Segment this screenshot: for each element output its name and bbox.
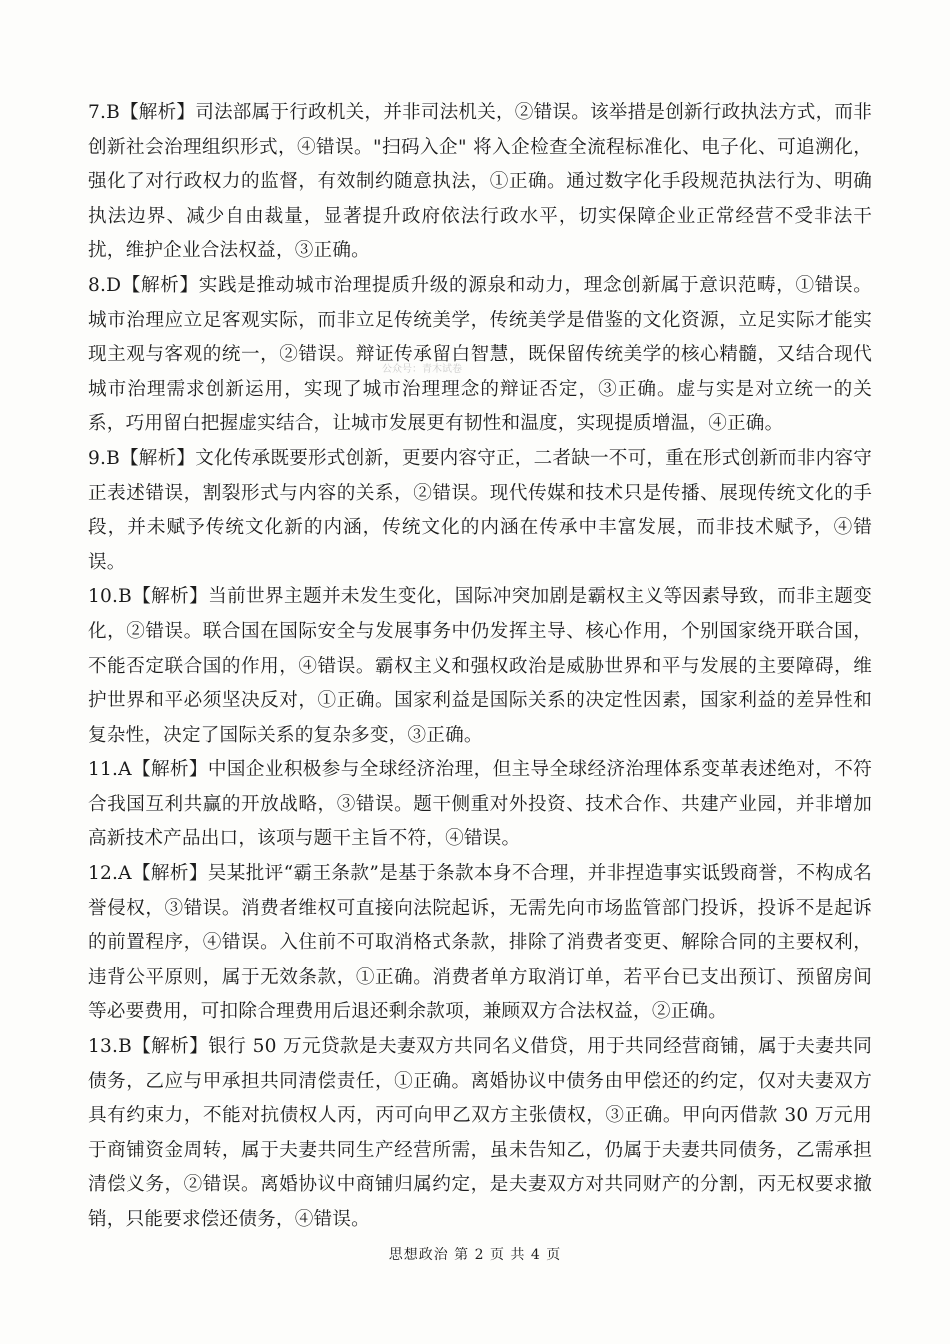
analysis-paragraph-7: 7.B【解析】司法部属于行政机关，并非司法机关，②错误。该举措是创新行政执法方式，而非创新社会治理组织形式，④错误。"扫码入企" 将入企检查全流程标准化、电子化、可追溯化，强化了对行政权力的监督，有效制约随意执法，①正确。通过数字化手段规范执法行为、明确执法边界、减少自由裁量，显著提升政府依法行政水平，切实保障企业正常经营不受非法干扰，维护企业合法权益，③正确。 [88, 102, 872, 262]
analysis-paragraph-13: 13.B【解析】银行 50 万元贷款是夫妻双方共同名义借贷，用于共同经营商铺，属于夫妻共同债务，乙应与甲承担共同清偿责任，①正确。离婚协议中债务由甲偿还的约定，仅对夫妻双方具有约束力，不能对抗债权人丙，丙可向甲乙双方主张债权，③正确。甲向丙借款 30 万元用于商铺资金周转，属于夫妻共同生产经营所需，虽未告知乙，仍属于夫妻共同债务，乙需承担清偿义务，②错误。离婚协议中商铺归属约定，是夫妻双方对共同财产的分割，丙无权要求撤销，只能要求偿还债务，④错误。 [88, 1036, 872, 1230]
analysis-paragraph-11: 11.A【解析】中国企业积极参与全球经济治理，但主导全球经济治理体系变革表述绝对，不符合我国互利共赢的开放战略，③错误。题干侧重对外投资、技术合作、共建产业园，并非增加高新技术产品出口，该项与题干主旨不符，④错误。 [88, 759, 872, 850]
watermark: 公众号：青木试卷 [382, 364, 462, 375]
analysis-paragraph-12: 12.A【解析】吴某批评“霸王条款”是基于条款本身不合理，并非捏造事实诋毁商誉，不构成名誉侵权，③错误。消费者维权可直接向法院起诉，无需先向市场监管部门投诉，投诉不是起诉的前置程序，④错误。入住前不可取消格式条款，排除了消费者变更、解除合同的主要权利，违背公平原则，属于无效条款，①正确。消费者单方取消订单，若平台已支出预订、预留房间等必要费用，可扣除合理费用后退还剩余款项，兼顾双方合法权益，②正确。 [88, 863, 872, 1023]
analysis-paragraph-8: 8.D【解析】实践是推动城市治理提质升级的源泉和动力，理念创新属于意识范畴，①错误。城市治理应立足客观实际，而非立足传统美学，传统美学是借鉴的文化资源，立足实际才能实现主观与客观的统一，②错误。辩证传承留白智慧，既保留传统美学的核心精髓，又结合现代城市治理需求创新运用，实现了城市治理理念的辩证否定，③正确。虚与实是对立统一的关系，巧用留白把握虚实结合，让城市发展更有韧性和温度，实现提质增温，④正确。 [88, 274, 872, 435]
answer-analysis-body [88, 96, 872, 1238]
analysis-paragraph-9: 9.B【解析】文化传承既要形式创新，更要内容守正，二者缺一不可，重在形式创新而非内容守正表述错误，割裂形式与内容的关系，②错误。现代传媒和技术只是传播、展现传统文化的手段，并未赋予传统文化新的内涵，传统文化的内涵在传承中丰富发展，而非技术赋予，④错误。 [88, 447, 872, 573]
analysis-paragraph-10: 10.B【解析】当前世界主题并未发生变化，国际冲突加剧是霸权主义等因素导致，而非主题变化，②错误。联合国在国际安全与发展事务中仍发挥主导、核心作用，个别国家绕开联合国，不能否定联合国的作用，④错误。霸权主义和强权政治是威胁世界和平与发展的主要障碍，维护世界和平必须坚决反对，①正确。国家利益是国际关系的决定性因素，国家利益的差异性和复杂性，决定了国际关系的复杂多变，③正确。 [88, 586, 872, 746]
page-footer: 思想政治 第 2 页 共 4 页 [388, 1247, 562, 1263]
